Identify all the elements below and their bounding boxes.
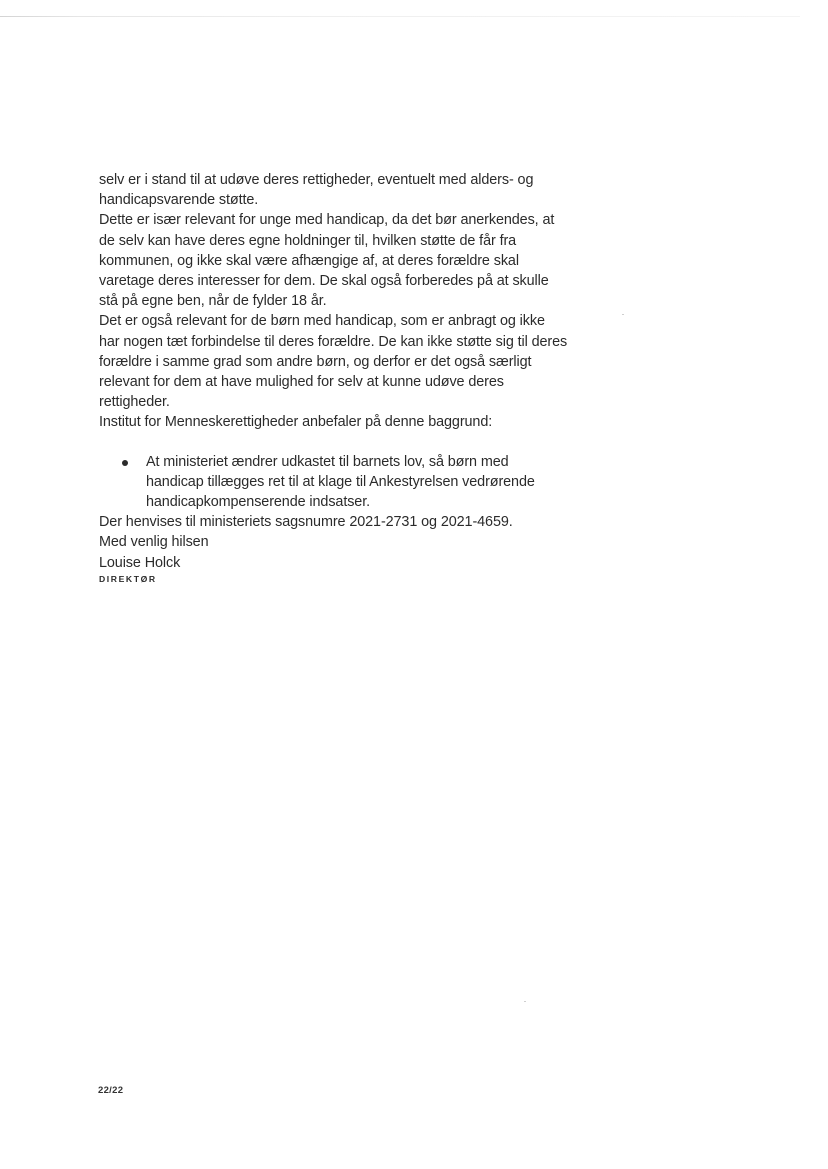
- paragraph-placed-children: Det er også relevant for de børn med handicap, som er anbragt og ikke har nogen tæt forbindelse til deres forældre. De kan ikke støtte sig til deres forældre i samme grad som andre børn, og derfor er det også særligt relevant for dem at have mulighed for selv at kunne udøve deres rettigheder.: [99, 313, 568, 411]
- closing-salutation: Med venlig hilsen: [99, 534, 209, 551]
- scan-edge-line: [0, 16, 800, 17]
- page-number: 22/22: [98, 1085, 124, 1096]
- paragraph-young-people: Dette er især relevant for unge med handicap, da det bør anerkendes, at de selv kan have deres egne holdninger til, hvilken støtte de får fra kommunen, og ikke skal være afhængige af, at deres forældre skal varetage deres interesser for dem. De skal også forberedes på at skulle stå på egne ben, når de fylder 18 år.: [99, 212, 555, 310]
- paragraph-recommendation-intro: Institut for Menneskerettigheder anbefaler på denne baggrund:: [99, 414, 493, 431]
- recommendation-text: At ministeriet ændrer udkastet til barnets lov, så børn med handicap tillægges ret til at klage til Ankestyrelsen vedrørende handicapkompenserende indsatser.: [146, 453, 535, 511]
- bullet-icon: [122, 460, 128, 466]
- scan-speck: [524, 1001, 526, 1002]
- scan-speck: [622, 314, 624, 315]
- list-item: [99, 452, 569, 513]
- recommendation-list: [99, 452, 569, 513]
- signer-name: Louise Holck: [99, 554, 181, 571]
- letter-body: [99, 170, 569, 585]
- paragraph-rights: selv er i stand til at udøve deres rettigheder, eventuelt med alders- og handicapsvarende støtte.: [99, 172, 534, 209]
- signer-title: DIREKTØR: [99, 573, 157, 584]
- paragraph-case-numbers: Der henvises til ministeriets sagsnumre 2021-2731 og 2021-4659.: [99, 514, 513, 531]
